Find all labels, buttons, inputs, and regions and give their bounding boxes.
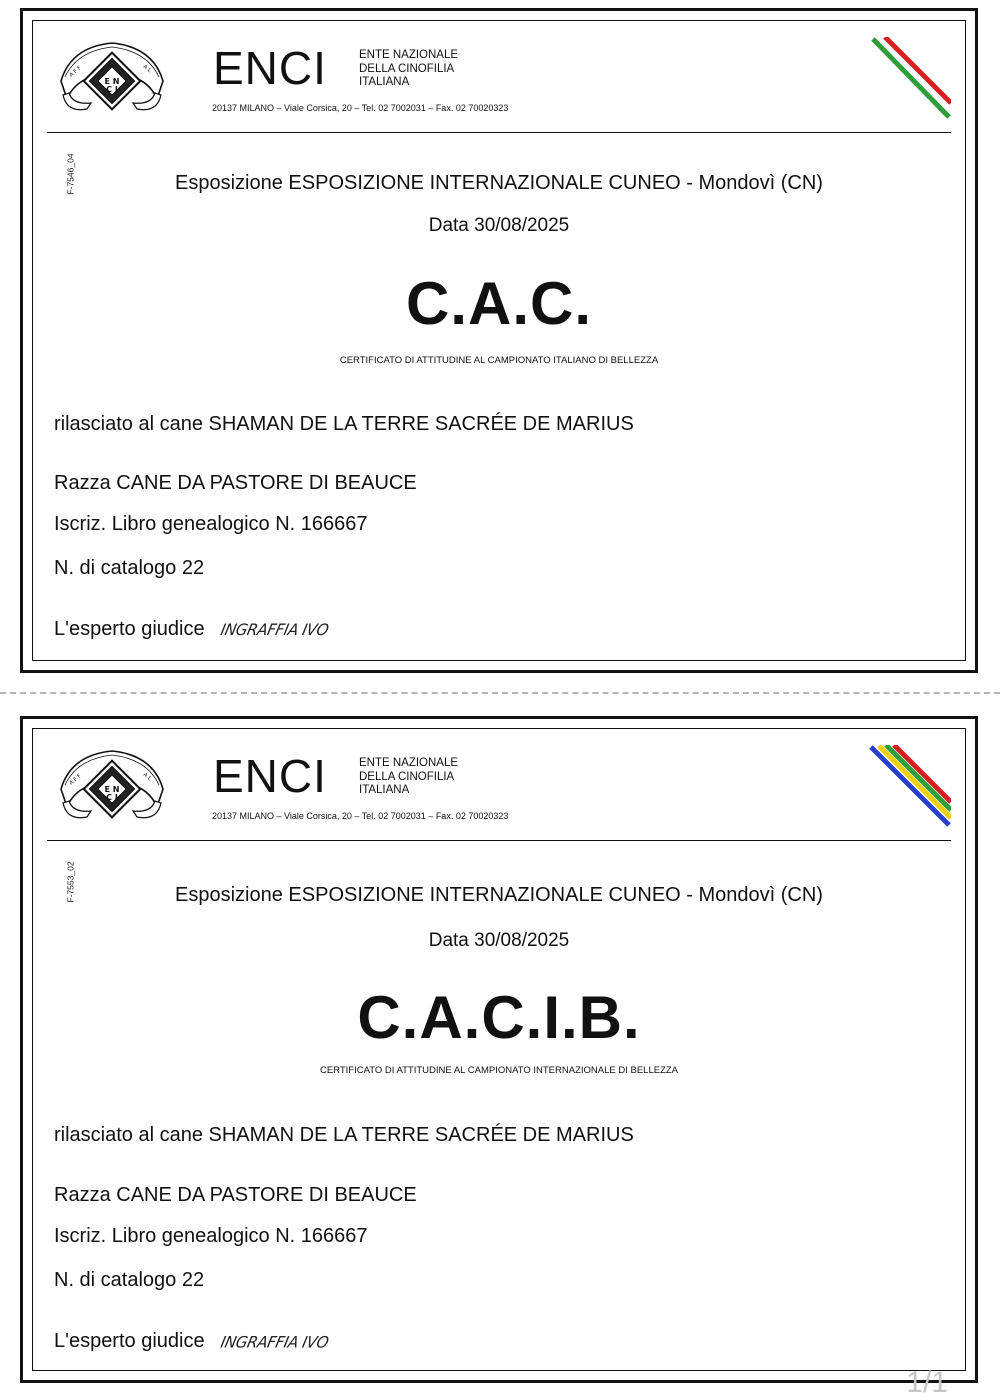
- exhibition-date: Data 30/08/2025: [428, 215, 570, 236]
- registry-number: Iscriz. Libro genealogico N. 166667: [54, 513, 368, 535]
- org-full-line: DELLA CINOFILIA: [359, 62, 455, 75]
- certificate-subtitle: CERTIFICATO DI ATTITUDINE AL CAMPIONATO ITALIANO DI BELLEZZA: [339, 355, 659, 366]
- svg-text:E N: E N: [104, 77, 120, 86]
- dog-breed: Razza CANE DA PASTORE DI BEAUCE: [54, 472, 417, 494]
- judge-line: [54, 618, 328, 641]
- page-divider: [0, 692, 1000, 694]
- judge-label: L'esperto giudice: [54, 1330, 205, 1352]
- header-rule: [47, 840, 951, 841]
- enci-seal-logo: [57, 745, 167, 833]
- certificate-inner-border: [32, 728, 966, 1371]
- catalog-number: N. di catalogo 22: [54, 557, 205, 579]
- org-full-line: ITALIANA: [359, 76, 410, 88]
- exhibition-date: Data 30/08/2025: [428, 930, 570, 951]
- certificate-title: C.A.C.: [406, 270, 592, 337]
- org-full-name: [359, 757, 458, 798]
- svg-text:A L: A L: [141, 771, 153, 783]
- dog-name: rilasciato al cane SHAMAN DE LA TERRE SACRÉE DE MARIUS: [54, 1124, 634, 1146]
- svg-text:A F F: A F F: [68, 65, 83, 79]
- catalog-number: N. di catalogo 22: [54, 1269, 205, 1291]
- dog-breed: Razza CANE DA PASTORE DI BEAUCE: [54, 1184, 417, 1206]
- form-code-text: F-7546_04: [66, 153, 76, 195]
- svg-text:E N: E N: [104, 785, 120, 794]
- org-name: ENCI: [213, 750, 327, 802]
- certificate-subtitle: CERTIFICATO DI ATTITUDINE AL CAMPIONATO INTERNAZIONALE DI BELLEZZA: [319, 1065, 679, 1076]
- org-full-line: DELLA CINOFILIA: [359, 770, 455, 783]
- certificate-cacib: [20, 716, 978, 1383]
- certificate-inner-border: [32, 20, 966, 661]
- org-name: ENCI: [213, 42, 327, 94]
- org-address: 20137 MILANO – Viale Corsica, 20 – Tel. 02 7002031 – Fax. 02 70020323: [212, 811, 509, 821]
- org-full-line: ENTE NAZIONALE: [359, 49, 459, 61]
- dog-name: rilasciato al cane SHAMAN DE LA TERRE SACRÉE DE MARIUS: [54, 413, 634, 435]
- registry-number: Iscriz. Libro genealogico N. 166667: [54, 1225, 368, 1247]
- org-full-name: [359, 49, 458, 90]
- judge-signature: INGRAFFIA IVO: [218, 1332, 330, 1352]
- fci-color-stripes: [869, 745, 951, 829]
- svg-text:C I: C I: [106, 793, 118, 802]
- enci-seal-logo: [57, 37, 167, 125]
- judge-signature: INGRAFFIA IVO: [218, 620, 330, 640]
- svg-text:C I: C I: [106, 85, 118, 94]
- svg-text:A F F: A F F: [68, 773, 83, 787]
- judge-line: [54, 1330, 328, 1353]
- org-full-line: ENTE NAZIONALE: [359, 757, 459, 769]
- exhibition-name: Esposizione ESPOSIZIONE INTERNAZIONALE CUNEO - Mondovì (CN): [175, 884, 823, 906]
- header-rule: [47, 132, 951, 133]
- exhibition-name: Esposizione ESPOSIZIONE INTERNAZIONALE CUNEO - Mondovì (CN): [175, 172, 823, 194]
- italian-flag-stripes: [869, 37, 951, 121]
- page-indicator: 1/1: [906, 1366, 948, 1399]
- certificate-cac: [20, 8, 978, 673]
- org-full-line: ITALIANA: [359, 784, 410, 796]
- svg-text:A L: A L: [141, 63, 153, 75]
- org-address: 20137 MILANO – Viale Corsica, 20 – Tel. 02 7002031 – Fax. 02 70020323: [212, 103, 509, 113]
- certificate-title: C.A.C.I.B.: [357, 984, 641, 1051]
- judge-label: L'esperto giudice: [54, 618, 205, 640]
- form-code-text: F-7553_02: [66, 861, 76, 903]
